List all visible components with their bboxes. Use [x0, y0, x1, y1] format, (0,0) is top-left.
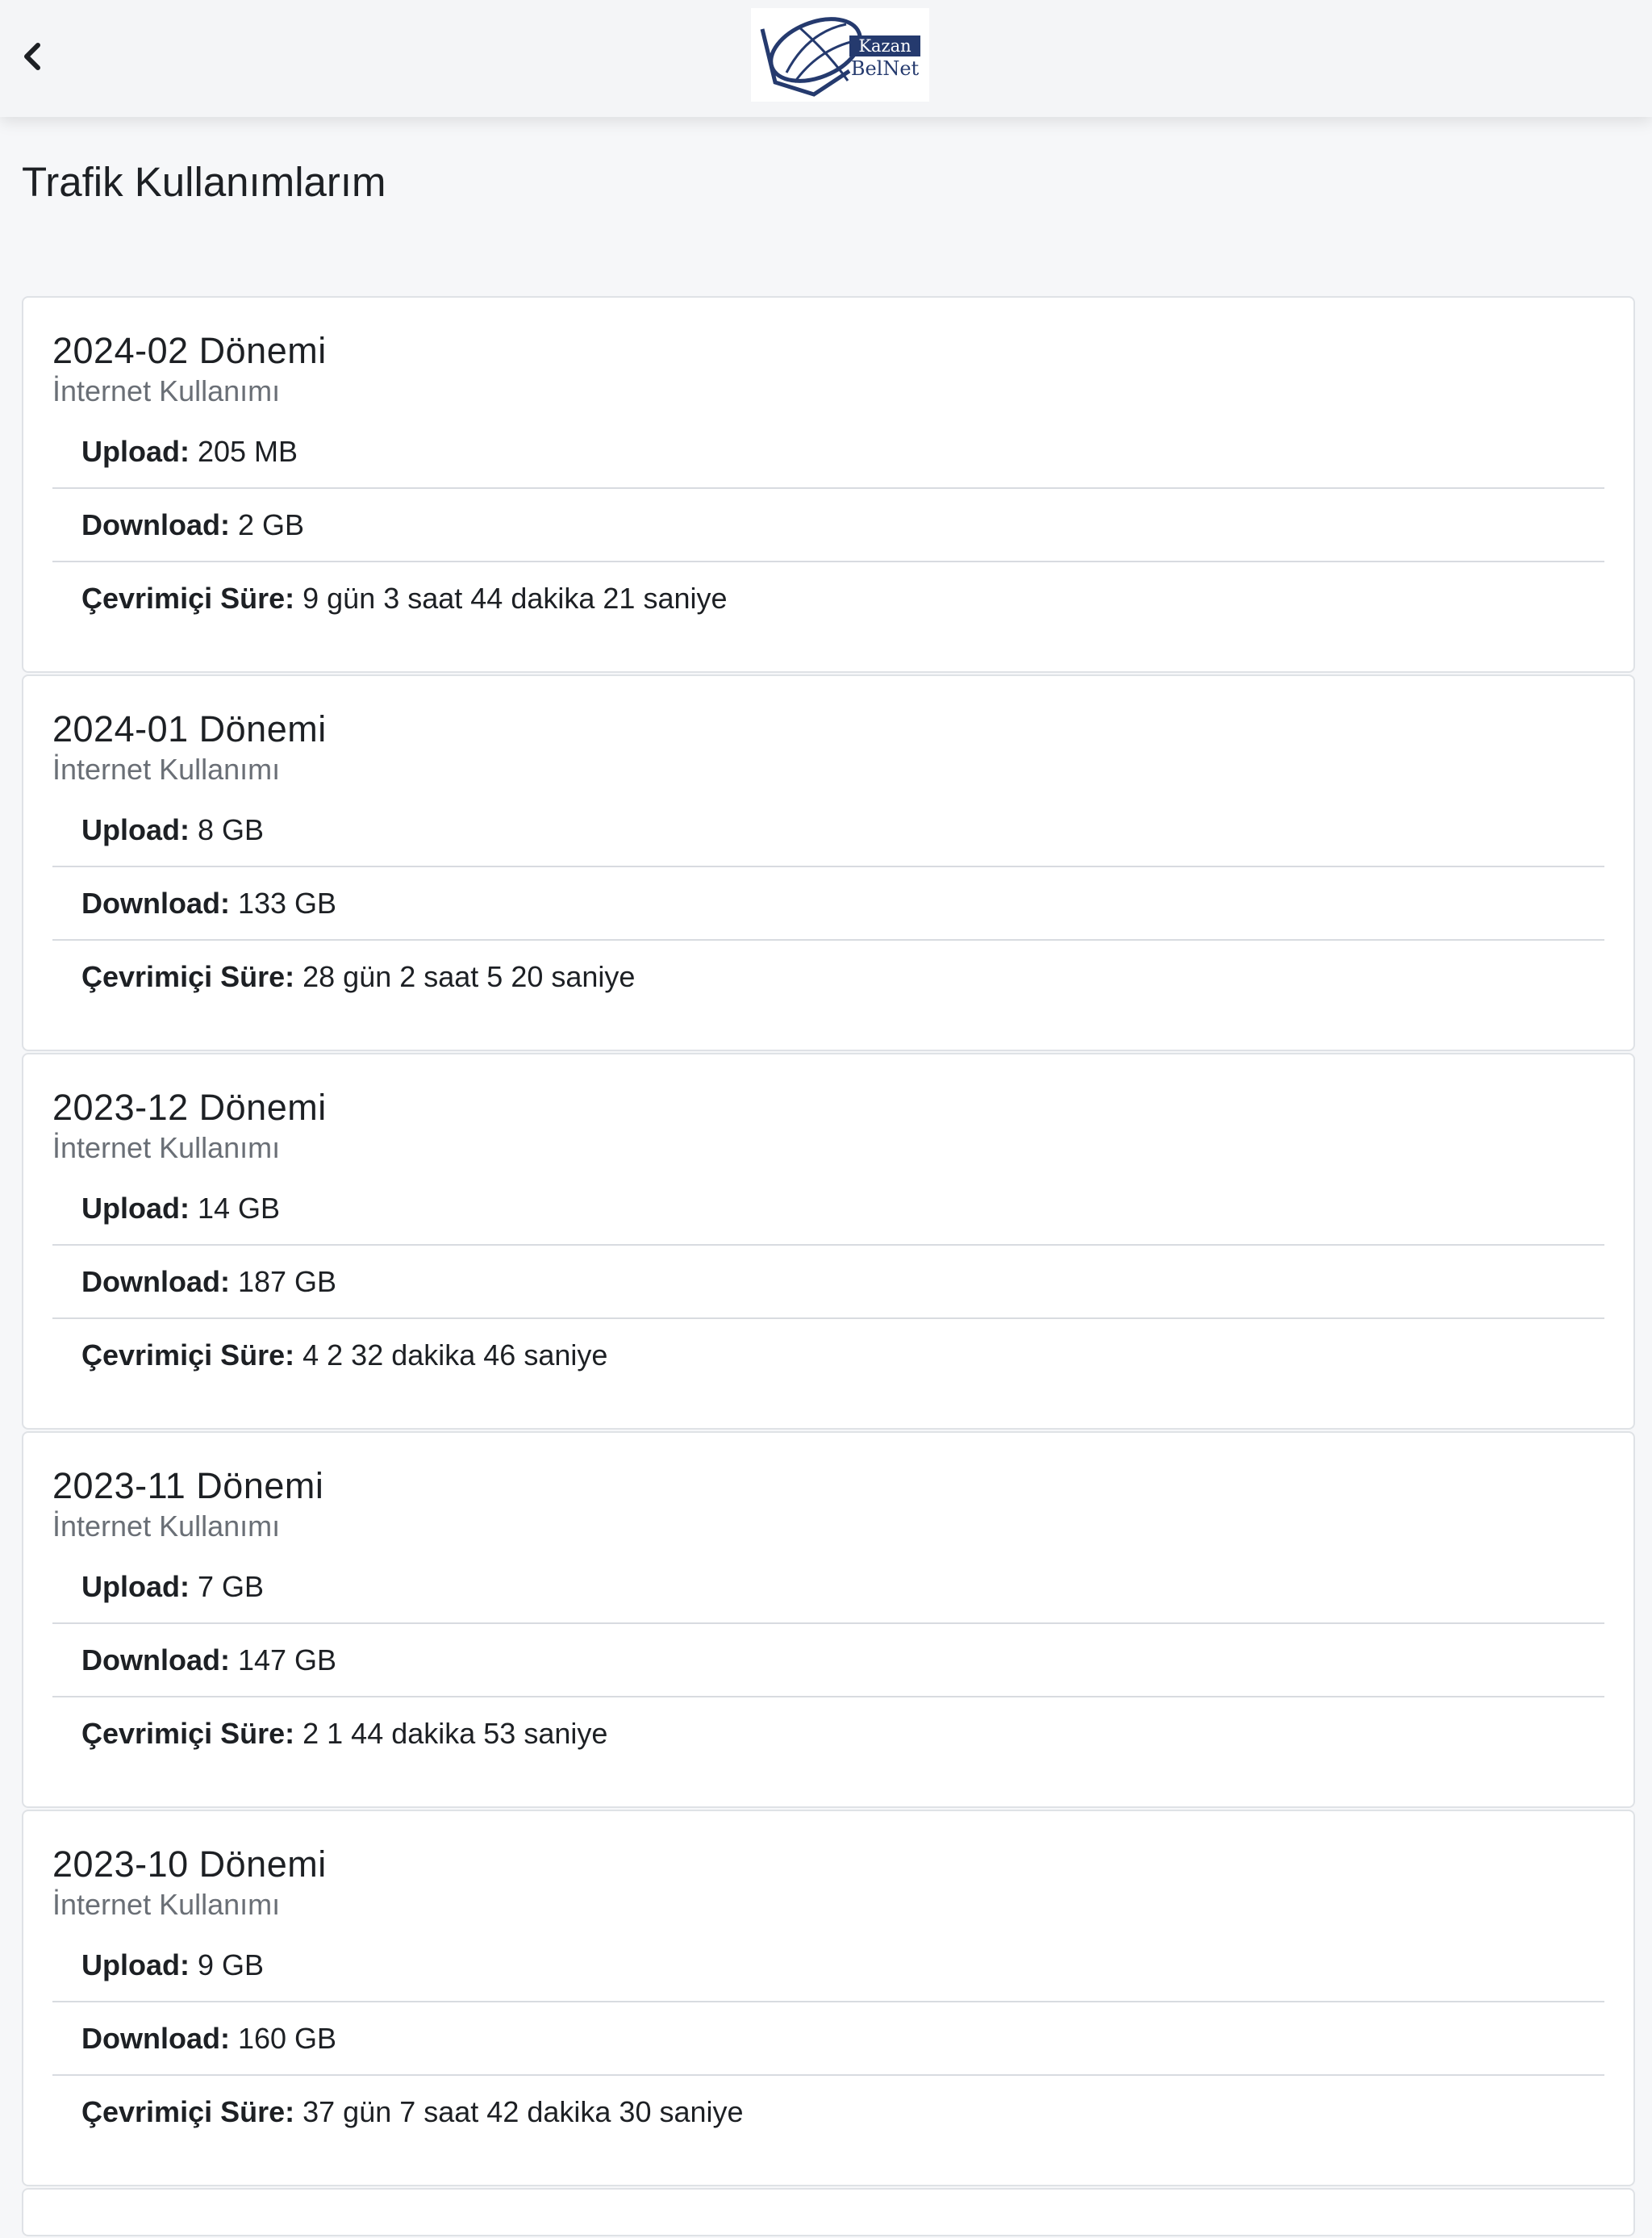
usage-card — [22, 1053, 1635, 1430]
upload-row — [52, 415, 1604, 487]
upload-row — [52, 794, 1604, 866]
period-subtitle: İnternet Kullanımı — [52, 1888, 281, 1921]
period-title: 2023-12 Dönemi — [52, 1087, 327, 1128]
online-time-value: 4 2 32 dakika 46 saniye — [302, 1338, 608, 1372]
upload-value: 205 MB — [197, 434, 298, 468]
download-value: 133 GB — [237, 886, 337, 920]
upload-value: 14 GB — [197, 1191, 281, 1225]
usage-card — [22, 1431, 1635, 1808]
upload-value: 8 GB — [197, 812, 265, 846]
upload-row — [52, 1929, 1604, 2001]
upload-row — [52, 1172, 1604, 1244]
period-subtitle: İnternet Kullanımı — [52, 1131, 281, 1164]
upload-row — [52, 1551, 1604, 1622]
download-row — [52, 487, 1604, 561]
online-time-value: 9 gün 3 saat 44 dakika 21 saniye — [302, 581, 728, 615]
download-value: 147 GB — [237, 1643, 337, 1676]
upload-label: Upload: — [81, 1191, 190, 1225]
download-row — [52, 1622, 1604, 1696]
upload-label: Upload: — [81, 1569, 190, 1603]
online-time-row — [52, 939, 1604, 1013]
online-time-row — [52, 561, 1604, 634]
download-value: 2 GB — [237, 507, 305, 541]
chevron-left-icon — [20, 40, 44, 73]
period-subtitle: İnternet Kullanımı — [52, 1509, 281, 1543]
period-title: 2023-11 Dönemi — [52, 1465, 324, 1506]
online-time-row — [52, 2074, 1604, 2148]
download-row — [52, 2001, 1604, 2074]
period-subtitle: İnternet Kullanımı — [52, 374, 281, 407]
download-value: 187 GB — [237, 1264, 337, 1298]
download-label: Download: — [81, 2021, 230, 2055]
online-time-label: Çevrimiçi Süre: — [81, 959, 295, 993]
download-row — [52, 1244, 1604, 1317]
usage-card — [22, 1810, 1635, 2186]
online-time-label: Çevrimiçi Süre: — [81, 2094, 295, 2128]
online-time-row — [52, 1317, 1604, 1391]
usage-card-partial — [22, 2188, 1635, 2236]
logo-text-line2: BelNet — [850, 57, 920, 80]
download-value: 160 GB — [237, 2021, 337, 2055]
period-title: 2024-02 Dönemi — [52, 330, 327, 371]
upload-label: Upload: — [81, 434, 190, 468]
online-time-value: 37 gün 7 saat 42 dakika 30 saniye — [302, 2094, 744, 2128]
period-title: 2023-10 Dönemi — [52, 1843, 327, 1885]
upload-value: 9 GB — [197, 1948, 265, 1981]
upload-label: Upload: — [81, 1948, 190, 1981]
kazan-belnet-logo — [751, 8, 929, 102]
logo-text-line1: Kazan — [858, 36, 912, 56]
usage-card — [22, 674, 1635, 1051]
usage-card — [22, 296, 1635, 673]
period-subtitle: İnternet Kullanımı — [52, 753, 281, 786]
download-label: Download: — [81, 1264, 230, 1298]
page-title: Trafik Kullanımlarım — [22, 159, 386, 205]
online-time-label: Çevrimiçi Süre: — [81, 581, 295, 615]
top-toolbar — [0, 0, 1652, 117]
upload-label: Upload: — [81, 812, 190, 846]
download-label: Download: — [81, 1643, 230, 1676]
upload-value: 7 GB — [197, 1569, 265, 1603]
online-time-label: Çevrimiçi Süre: — [81, 1338, 295, 1372]
online-time-row — [52, 1696, 1604, 1769]
online-time-label: Çevrimiçi Süre: — [81, 1716, 295, 1750]
back-button[interactable] — [6, 24, 58, 89]
download-row — [52, 866, 1604, 939]
usage-list — [22, 296, 1635, 2238]
period-title: 2024-01 Dönemi — [52, 708, 327, 749]
download-label: Download: — [81, 507, 230, 541]
download-label: Download: — [81, 886, 230, 920]
online-time-value: 2 1 44 dakika 53 saniye — [302, 1716, 608, 1750]
online-time-value: 28 gün 2 saat 5 20 saniye — [302, 959, 636, 993]
